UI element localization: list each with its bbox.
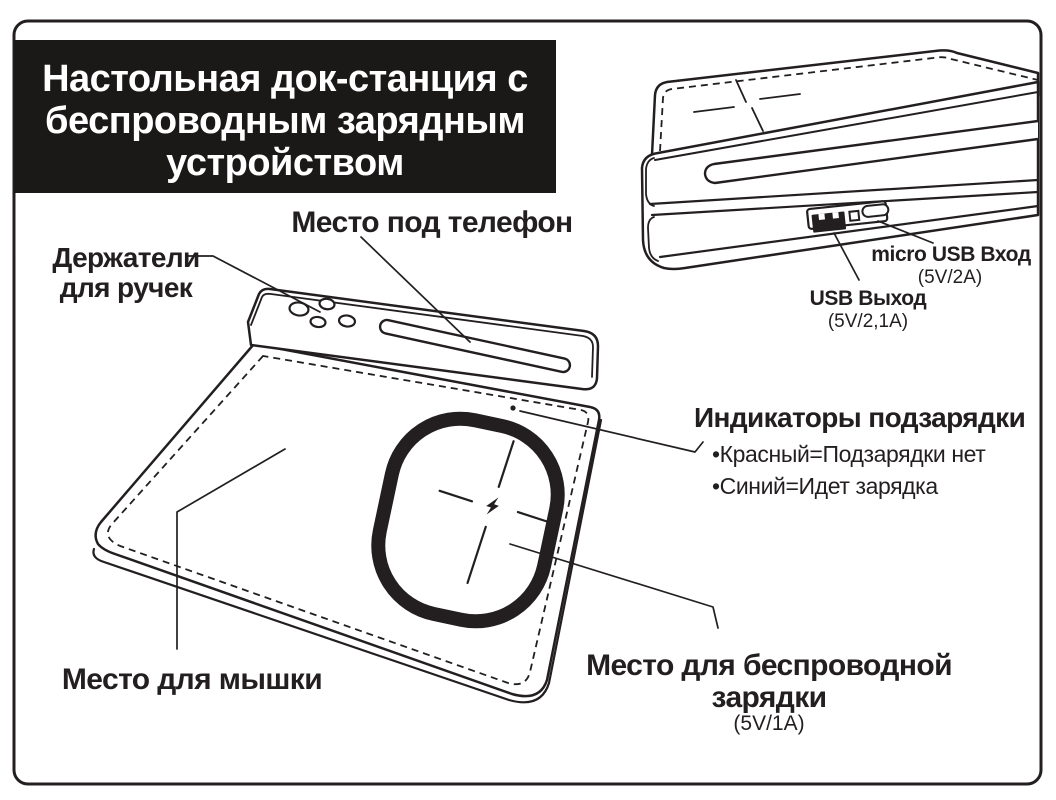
- usb-out-label: USB Выход: [809, 287, 927, 310]
- page-title-line-2: беспроводным зарядным: [45, 100, 525, 142]
- indicators-heading: Индикаторы подзарядки: [694, 402, 1026, 433]
- usb-a-pin-notch-1: [818, 213, 825, 220]
- mouse-area-label: Место для мышки: [61, 663, 323, 696]
- usb-out-spec: (5V/2,1A): [827, 311, 909, 332]
- usb-a-pin-notch-2: [832, 212, 839, 219]
- micro-usb-label: micro USB Вход: [871, 243, 1031, 266]
- mousepad-drawing: [93, 237, 718, 702]
- usb-a-port: [811, 211, 846, 232]
- pen-hole-3: [310, 316, 326, 328]
- micro-usb-port: [862, 204, 889, 218]
- pen-holders-label-line-2: для ручек: [59, 272, 193, 303]
- page-title-line-1: Настольная док-станция с: [42, 58, 528, 100]
- device-rear-view: [642, 50, 1038, 332]
- pen-holders-label-line-1: Держатели: [52, 242, 200, 273]
- wireless-area-label-line-1: Место для беспроводной: [586, 649, 952, 682]
- micro-usb-spec: (5V/2A): [917, 267, 983, 288]
- phone-slot-label: Место под телефон: [291, 206, 573, 239]
- indicator-blue-item: •Синий=Идет зарядка: [712, 473, 938, 499]
- page-title-line-3: устройством: [166, 142, 404, 184]
- pad-outline: [96, 344, 600, 696]
- pen-hole-2: [319, 298, 335, 310]
- wireless-area-spec: (5V/1A): [733, 712, 805, 735]
- indicator-red-item: •Красный=Подзарядки нет: [712, 441, 986, 467]
- reset-hole: [849, 211, 859, 221]
- charge-indicator-led: [510, 405, 515, 410]
- wireless-area-label-line-2: зарядки: [711, 681, 827, 714]
